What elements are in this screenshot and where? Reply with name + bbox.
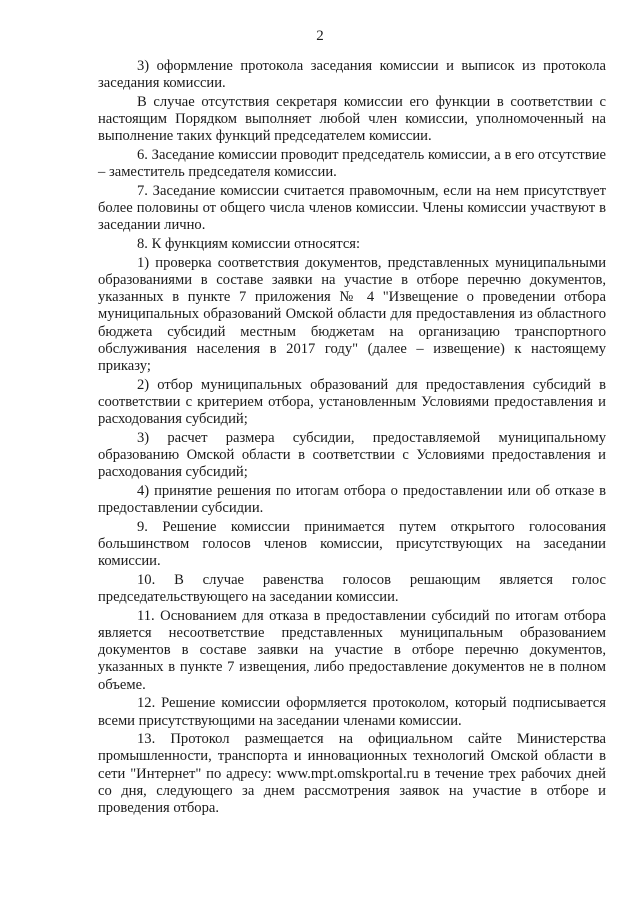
paragraph-10-tie: 10. В случае равенства голосов решающим является голос председательствующего на заседании комиссии. bbox=[98, 571, 606, 606]
paragraph-11-refusal: 11. Основанием для отказа в предоставлении субсидий по итогам отбора является несоответствие представленных муниципальным образованием документов в составе заявки на участие в отборе перечню документов, указанных в пункте 7 извещения, либо предоставление документов не в полном объеме. bbox=[98, 607, 606, 693]
paragraph-13-publication: 13. Протокол размещается на официальном сайте Министерства промышленности, транспорта и инновационных технологий Омской области в сети "Интернет" по адресу: www.mpt.omskportal.ru в течение трех рабочих дней со дня, следующего за днем рассмотрения заявок на участие в отборе и проведения отбора. bbox=[98, 731, 606, 817]
paragraph-12-decision: 12. Решение комиссии оформляется протоколом, который подписывается всеми присутствующими на заседании членами комиссии. bbox=[98, 695, 606, 729]
paragraph-7-quorum: 7. Заседание комиссии считается правомочным, если на нем присутствует более половины от общего числа членов комиссии. Члены комиссии участвуют в заседании лично. bbox=[98, 182, 606, 234]
paragraph-function-4: 4) принятие решения по итогам отбора о предоставлении или об отказе в предоставлении субсидии. bbox=[98, 482, 606, 517]
page-number: 2 bbox=[316, 28, 324, 44]
paragraph-function-3: 3) расчет размера субсидии, предоставляемой муниципальному образованию Омской области в соответствии с Условиями предоставления и расходования субсидий; bbox=[98, 429, 606, 481]
document-body bbox=[98, 58, 606, 819]
paragraph-8-functions: 8. К функциям комиссии относятся: bbox=[137, 236, 361, 253]
paragraph-secretary-absence: В случае отсутствия секретаря комиссии его функции в соответствии с настоящим Порядком выполняет любой член комиссии, уполномоченный на выполнение таких функций председателем комиссии. bbox=[98, 93, 606, 145]
paragraph-function-2: 2) отбор муниципальных образований для предоставления субсидий в соответствии с критерием отбора, установленным Условиями предоставления и расходования субсидий; bbox=[98, 376, 606, 428]
paragraph-9-voting: 9. Решение комиссии принимается путем открытого голосования большинством голосов членов комиссии, присутствующих на заседании комиссии. bbox=[98, 518, 606, 570]
paragraph-function-1: 1) проверка соответствия документов, представленных муниципальными образованиями в составе заявки на участие в отборе перечню документов, указанных в пункте 7 приложения № 4 "Извещение о проведении отбора муниципальных образований Омской области для предоставления из областного бюджета субсидий местным бюджетам на организацию транспортного обслуживания населения в 2017 году" (далее – извещение) к настоящему приказу; bbox=[98, 254, 606, 374]
paragraph-6-chair: 6. Заседание комиссии проводит председатель комиссии, а в его отсутствие – заместитель председателя комиссии. bbox=[98, 147, 606, 181]
paragraph-item-3-protocol: 3) оформление протокола заседания комиссии и выписок из протокола заседания комиссии. bbox=[98, 58, 606, 92]
